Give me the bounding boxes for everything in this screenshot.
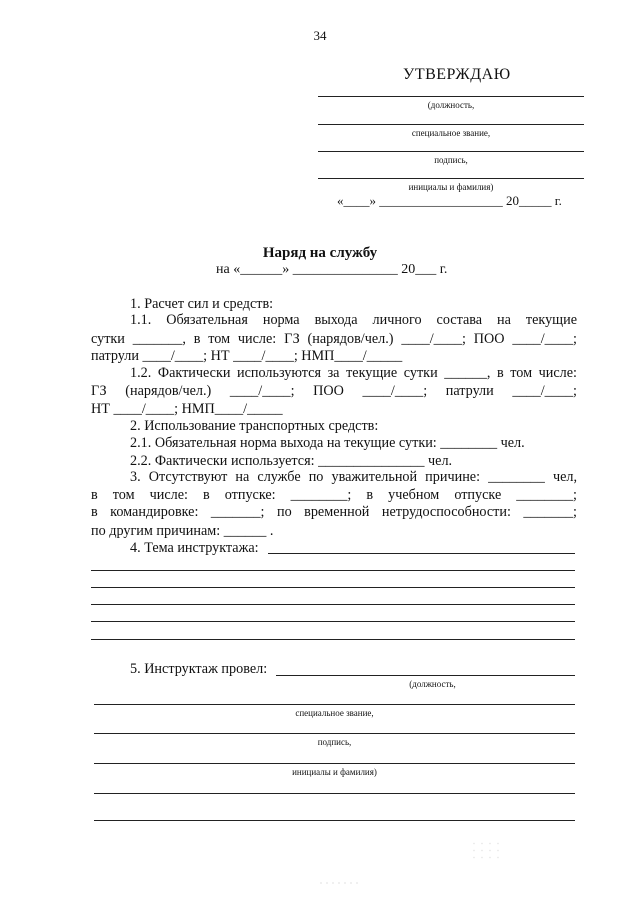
instruction-topic-line-0 bbox=[268, 553, 575, 554]
instruction-topic-line-4 bbox=[91, 621, 575, 622]
approval-heading: УТВЕРЖДАЮ bbox=[403, 66, 511, 83]
approval-line-1 bbox=[318, 96, 584, 97]
line-2-1: 2.1. Обязательная норма выхода на текущие сутки: ________ чел. bbox=[130, 435, 525, 451]
section5-caption-rank: специальное звание, bbox=[295, 708, 374, 718]
line-1-1-cont: сутки _______, в том числе: ГЗ (нарядов/чел.) ____/____; ПОО ____/____; bbox=[91, 331, 577, 347]
line-1: 1. Расчет сил и средств: bbox=[130, 296, 274, 312]
section5-label: 5. Инструктаж провел: bbox=[130, 661, 268, 677]
approval-caption-rank: специальное звание, bbox=[411, 128, 491, 138]
line-1-1: 1.1. Обязательная норма выхода личного состава на текущие bbox=[130, 312, 577, 328]
section5-line-6 bbox=[94, 820, 575, 821]
line-3: 3. Отсутствуют на службе по уважительной причине: ________ чел, bbox=[130, 469, 577, 485]
section5-line-2 bbox=[94, 704, 575, 705]
instruction-topic-line-5 bbox=[91, 639, 575, 640]
section5-caption-position: (должность, bbox=[409, 679, 456, 689]
line-3-cont: в том числе: в отпуске: ________; в учебном отпуске ________; bbox=[91, 487, 577, 503]
page-number: 34 bbox=[313, 28, 327, 43]
instruction-topic-line-1 bbox=[91, 570, 575, 571]
scan-speck bbox=[470, 840, 500, 860]
section5-line-4 bbox=[94, 763, 575, 764]
section5-line-1 bbox=[276, 675, 575, 676]
document-title-date: на «______» _______________ 20___ г. bbox=[216, 262, 448, 277]
approval-caption-position: (должность, bbox=[427, 100, 475, 110]
section5-line-5 bbox=[94, 793, 575, 794]
instruction-topic-line-3 bbox=[91, 604, 575, 605]
instruction-topic-line-2 bbox=[91, 587, 575, 588]
section5-caption-name: инициалы и фамилия) bbox=[292, 767, 377, 777]
line-1-1-cont2: патрули ____/____; НТ ____/____; НМП____/_____ bbox=[91, 348, 403, 364]
line-2-2: 2.2. Фактически используется: _______________ чел. bbox=[130, 453, 453, 469]
section5-line-3 bbox=[94, 733, 575, 734]
line-1-2: 1.2. Фактически используются за текущие сутки ______, в том числе: bbox=[130, 365, 577, 381]
line-1-2-cont: ГЗ (нарядов/чел.) ____/____; ПОО ____/____; патрули ____/____; bbox=[91, 383, 577, 399]
document-title: Наряд на службу bbox=[262, 245, 378, 261]
scan-speck bbox=[318, 880, 358, 886]
approval-caption-name: инициалы и фамилия) bbox=[408, 182, 494, 192]
line-1-2-cont2: НТ ____/____; НМП____/_____ bbox=[91, 401, 283, 417]
line-2: 2. Использование транспортных средств: bbox=[130, 418, 379, 434]
approval-caption-signature: подпись, bbox=[434, 155, 468, 165]
line-3-cont2: в командировке: _______; по временной нетрудоспособности: _______; bbox=[91, 504, 577, 520]
line-3-cont3: по другим причинам: ______ . bbox=[91, 523, 274, 539]
approval-line-4 bbox=[318, 178, 584, 179]
approval-line-2 bbox=[318, 124, 584, 125]
line-4: 4. Тема инструктажа: bbox=[130, 540, 259, 556]
approval-date-line: «____» ___________________ 20_____ г. bbox=[337, 193, 562, 208]
section5-caption-signature: подпись, bbox=[317, 737, 352, 747]
approval-line-3 bbox=[318, 151, 584, 152]
